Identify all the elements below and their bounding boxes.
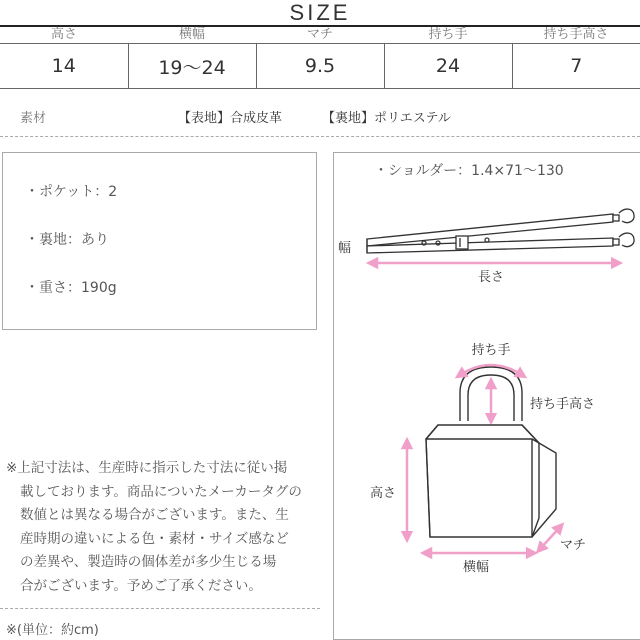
value-handle: 24 [384,44,512,89]
size-table-header-row [0,27,640,44]
value-gusset: 9.5 [256,44,384,89]
strap-width-label: 幅 [338,241,352,256]
handle-height-label: 持ち手高さ [530,397,596,412]
material-divider [0,136,640,137]
value-handle-height: 7 [512,44,640,89]
size-table-value-row [0,44,640,89]
disclaimer-note [6,457,324,599]
gusset-label: マチ [560,538,587,553]
strap-length-label: 長さ [477,270,505,285]
spec-weight: ・重さ：190g [25,280,117,296]
specs-box [2,152,317,330]
material-row [0,107,640,131]
header-handle: 持ち手 [428,27,468,42]
bag-body-illustration [426,425,556,537]
handle-label: 持ち手 [471,343,511,358]
note-line: 数値とは異なる場合がございます。また、生 [20,507,289,524]
header-handle-height: 持ち手高さ [543,27,609,42]
value-height: 14 [0,44,128,89]
spec-lining: ・裏地：あり [25,232,109,248]
material-inner: 【裏地】ポリエステル [322,111,451,126]
gusset-arrow [540,527,560,549]
width-label: 横幅 [462,560,490,575]
unit-note: ※(単位：約cm) [6,623,99,638]
height-label: 高さ [370,486,397,501]
shoulder-strap-illustration [367,209,634,253]
header-width: 横幅 [178,27,205,42]
size-table [0,27,640,89]
diagram-box [333,152,640,640]
bag-diagram [334,153,640,640]
value-width: 19〜24 [128,44,256,89]
shoulder-text: ・ショルダー：1.4×71〜130 [374,163,564,179]
note-divider [0,608,320,609]
note-line: 産時期の違いによる色・素材・サイズ感など [20,530,289,547]
material-outer: 【表地】合成皮革 [178,111,283,126]
note-line: ※上記寸法は、生産時に指示した寸法に従い掲 [6,460,288,476]
header-height: 高さ [50,27,77,42]
note-line: 合がございます。予めご了承ください。 [20,577,262,594]
note-line: 載しております。商品についたメーカータグの [20,483,302,500]
size-title: SIZE [289,0,351,25]
spec-pocket: ・ポケット：2 [25,184,118,200]
material-label: 素材 [20,111,47,126]
header-gusset: マチ [306,27,333,42]
note-line: の差異や、製造時の個体差が多少生じる場 [20,554,277,571]
